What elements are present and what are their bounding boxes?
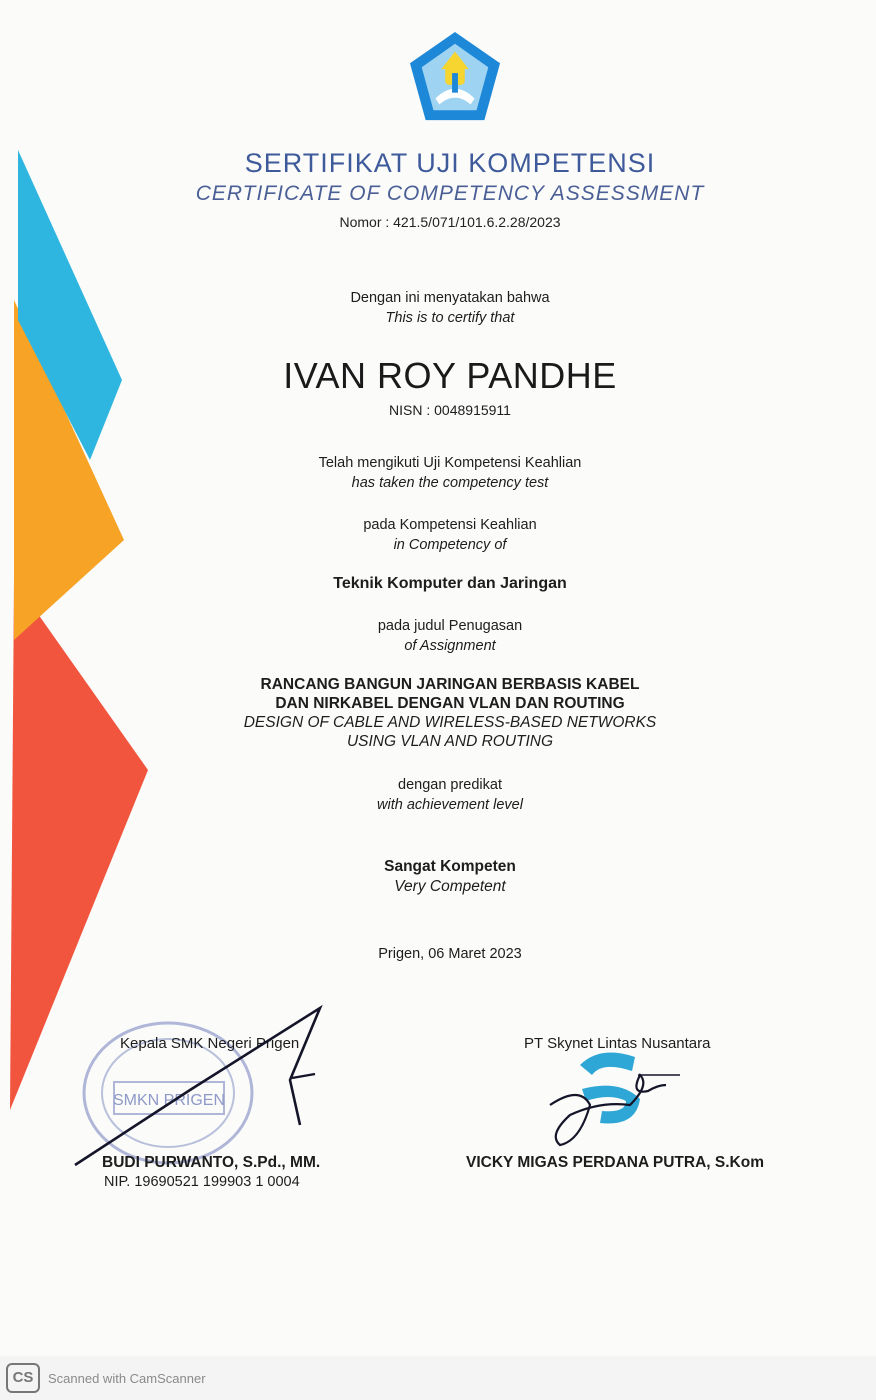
test-statement [0,453,876,493]
left-signature [70,1000,340,1175]
camscanner-text: Scanned with CamScanner [48,1371,206,1386]
competency-prefix-en: in Competency of [393,537,507,553]
predicate-id: Sangat Kompeten [384,858,516,875]
left-signatory-title: Kepala SMK Negeri Prigen [120,1035,300,1052]
place-date: Prigen, 06 Maret 2023 [378,946,522,962]
right-signature [540,1045,690,1155]
certificate-title: SERTIFIKAT UJI KOMPETENSI [244,148,656,178]
recipient-nisn: NISN : 0048915911 [389,402,511,418]
intro-text-en: This is to certify that [385,310,515,326]
intro-text-id: Dengan ini menyatakan bahwa [350,290,550,306]
right-signatory-title: PT Skynet Lintas Nusantara [524,1035,711,1052]
competency-prefix-id: pada Kompetensi Keahlian [363,517,537,533]
intro-text [0,288,876,328]
recipient-name: IVAN ROY PANDHE [283,355,617,396]
camscanner-badge-icon: CS [6,1363,40,1393]
test-statement-en: has taken the competency test [351,475,549,491]
test-statement-id: Telah mengikuti Uji Kompetensi Keahlian [318,455,582,471]
assignment-title [0,675,876,751]
left-signatory-name: BUDI PURWANTO, S.Pd., MM. [102,1154,321,1171]
competency-name: Teknik Komputer dan Jaringan [333,575,567,592]
predicate-prefix [0,775,876,815]
assignment-title-id-line2: DAN NIRKABEL DENGAN VLAN DAN ROUTING [275,695,625,712]
stamp-text: SMKN PRIGEN [112,1092,226,1109]
scanner-footer [0,1357,876,1400]
assignment-prefix-en: of Assignment [404,638,496,654]
tut-wuri-handayani-logo [406,30,504,124]
assignment-prefix [0,616,876,656]
assignment-title-en-line1: DESIGN OF CABLE AND WIRELESS-BASED NETWORKS [243,714,657,731]
left-signatory-nip: NIP. 19690521 199903 1 0004 [104,1174,300,1190]
certificate-number: Nomor : 421.5/071/101.6.2.28/2023 [339,214,561,230]
predicate-en: Very Competent [394,878,506,895]
assignment-title-en-line2: USING VLAN AND ROUTING [346,733,554,750]
predicate [0,857,876,897]
predicate-prefix-en: with achievement level [377,797,523,813]
certificate-title-english: CERTIFICATE OF COMPETENCY ASSESSMENT [195,182,705,205]
assignment-title-id-line1: RANCANG BANGUN JARINGAN BERBASIS KABEL [260,676,640,693]
right-signatory-name: VICKY MIGAS PERDANA PUTRA, S.Kom [466,1154,764,1171]
competency-prefix [0,515,876,555]
assignment-prefix-id: pada judul Penugasan [377,618,523,634]
predicate-prefix-id: dengan predikat [398,777,502,793]
